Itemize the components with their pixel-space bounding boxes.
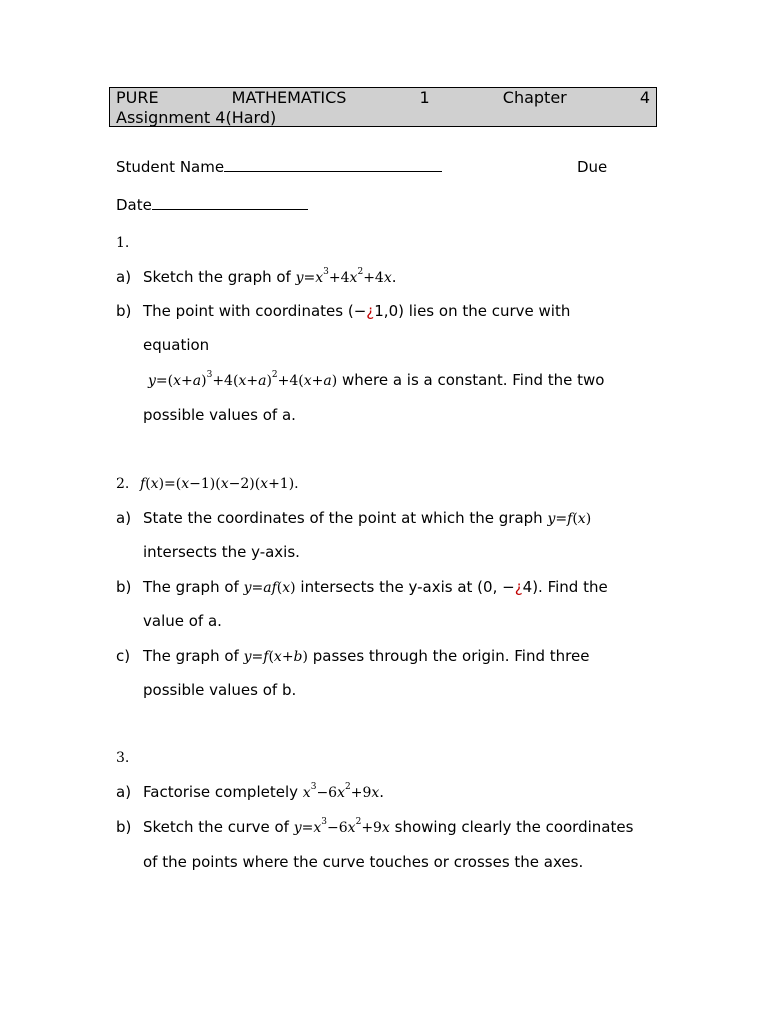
question-3b-label: b) bbox=[116, 818, 132, 836]
question-1b bbox=[116, 302, 570, 320]
date-line bbox=[116, 196, 308, 214]
question-1b-text-1: The point with coordinates (− bbox=[143, 302, 367, 320]
question-3a-label: a) bbox=[116, 783, 132, 801]
question-2c bbox=[116, 647, 589, 665]
question-3b-text-1: Sketch the curve of bbox=[143, 818, 289, 836]
question-3-number: 3. bbox=[116, 750, 130, 766]
title-word-4: 4 bbox=[639, 88, 650, 107]
question-3b-text-3: of the points where the curve touches or crosses the axes. bbox=[143, 853, 584, 871]
question-2b-text-2: intersects the y-axis at (0, − bbox=[300, 578, 515, 596]
question-1b-text-5: possible values of a. bbox=[143, 406, 296, 424]
title-word-chapter: Chapter bbox=[502, 88, 567, 107]
question-1a-text: Sketch the graph of bbox=[143, 268, 291, 286]
question-2-heading: 2. f(x)=(x−1)(x−2)(x+1). bbox=[116, 476, 299, 492]
question-1b-red-glyph: ¿ bbox=[366, 302, 375, 320]
question-2b-text-1: The graph of bbox=[143, 578, 239, 596]
question-2c-text-2: passes through the origin. Find three bbox=[312, 647, 590, 665]
question-1b-text-2: 1,0) lies on the curve with bbox=[374, 302, 571, 320]
question-3b-equation: $y=x^3-6x^2+9x$ bbox=[293, 817, 390, 836]
question-2b-equation: y=af(x) bbox=[243, 580, 296, 596]
question-1b-equation: $y=(x+a)^3+4(x+a)^2+4(x+a)$ bbox=[148, 370, 338, 389]
question-1b-label: b) bbox=[116, 302, 132, 320]
question-2b-red-glyph: ¿ bbox=[514, 578, 523, 596]
title-word-mathematics: MATHEMATICS bbox=[231, 88, 347, 107]
question-1a: a) Sketch the graph of $y=x^3+4x^2+4x$. bbox=[116, 267, 397, 286]
student-name-blank[interactable] bbox=[224, 159, 442, 172]
question-2a-equation: y=f(x) bbox=[547, 511, 592, 527]
title-word-1: 1 bbox=[419, 88, 430, 107]
question-2-number: 2. bbox=[116, 476, 130, 492]
question-2c-text-1: The graph of bbox=[143, 647, 239, 665]
student-name-line bbox=[116, 158, 442, 176]
question-2a-label: a) bbox=[116, 509, 132, 527]
date-label: Date bbox=[116, 196, 152, 214]
question-2c-text-3: possible values of b. bbox=[143, 681, 297, 699]
title-line-2: Assignment 4(Hard) bbox=[116, 108, 277, 127]
question-2-function: f(x)=(x−1)(x−2)(x+1) bbox=[140, 476, 295, 492]
student-name-label: Student Name bbox=[116, 158, 225, 176]
question-3a-expression: $x^3-6x^2+9x$ bbox=[302, 782, 380, 801]
question-2a-text-1: State the coordinates of the point at which the graph bbox=[143, 509, 543, 527]
question-1b-text-3: equation bbox=[143, 336, 210, 354]
title-line-1 bbox=[116, 88, 650, 108]
due-label: Due bbox=[577, 158, 608, 176]
title-word-pure: PURE bbox=[116, 88, 159, 107]
question-1b-text-4: where a is a constant. Find the two bbox=[342, 371, 605, 389]
question-1a-label: a) bbox=[116, 268, 132, 286]
question-2b-label: b) bbox=[116, 578, 132, 596]
question-2a-text-2: intersects the y-axis. bbox=[143, 543, 300, 561]
question-3a-text: Factorise completely bbox=[143, 783, 299, 801]
question-1b-equation-line bbox=[148, 371, 604, 389]
title-box bbox=[109, 87, 657, 127]
question-2a bbox=[116, 509, 591, 527]
question-2c-label: c) bbox=[116, 647, 131, 665]
question-2c-equation: y=f(x+b) bbox=[243, 649, 308, 665]
question-3a: a) Factorise completely $x^3-6x^2+9x$. bbox=[116, 782, 385, 801]
question-1-number: 1. bbox=[116, 235, 130, 251]
question-2b-text-4: value of a. bbox=[143, 612, 222, 630]
date-blank[interactable] bbox=[152, 197, 308, 210]
question-2b bbox=[116, 578, 608, 596]
question-3b bbox=[116, 818, 633, 836]
question-3b-text-2: showing clearly the coordinates bbox=[394, 818, 634, 836]
question-2b-text-3: 4). Find the bbox=[522, 578, 608, 596]
question-1a-equation: $y=x^3+4x^2+4x$ bbox=[295, 267, 392, 286]
